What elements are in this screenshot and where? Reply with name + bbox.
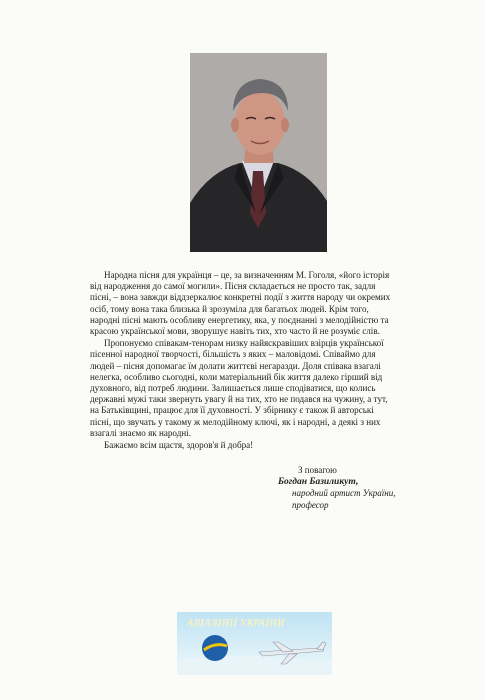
- signature-title: народний артист України,: [292, 488, 396, 498]
- signature-name: Богдан Базиликут,: [278, 476, 359, 487]
- signature-greeting: З повагою: [298, 465, 337, 475]
- letter-closing: Бажаємо всім щастя, здоров'я й добра!: [104, 440, 254, 451]
- letter-body: [90, 270, 396, 451]
- signature-block: [278, 465, 458, 511]
- banner-text: АВІАЛІНІЇ УКРАЇНИ: [187, 618, 285, 629]
- signature-title-2: професор: [292, 499, 329, 510]
- airline-banner-logo: [177, 612, 332, 675]
- letter-paragraph: Народна пісня для українця – це, за визначенням М. Гоголя, «його історія від народження до самої могили». Пісня складається не просто так, задля пісні, – вона завжди віддзеркалює конкретні події з життя народу чи окремих осіб, тому вона така близька й зрозуміла для багатьох людей. Крім того, народні пісні мають особливу енергетику, яка, у поєднанні з мелодійністю та красою української мови, зворушує навіть тих, хто часто й не розуміє слів.: [90, 270, 391, 337]
- letter-paragraph: Пропонуємо співакам-тенорам низку найяскравіших взірців української пісенної народної творчості, більшість з яких – маловідомі. Співаймо для людей – пісня допомагає їм долати життєві негаразди. Доля співака взагалі нелегка, особливо сьогодні, коли матеріальний бік життя далеко гірший від духовного, від потреб людини. Залишається лише сподіватися, що колись державні мужі таки звернуть увагу й на тих, хто не подався на чужину, а тут, на Батьківщині, працює для її духовності. У збірнику є також й авторські пісні, що звучать у такому ж мелодійному ключі, як і народні, а деякі з них взагалі знаємо як народні.: [90, 338, 388, 438]
- author-portrait-photo: [190, 53, 327, 252]
